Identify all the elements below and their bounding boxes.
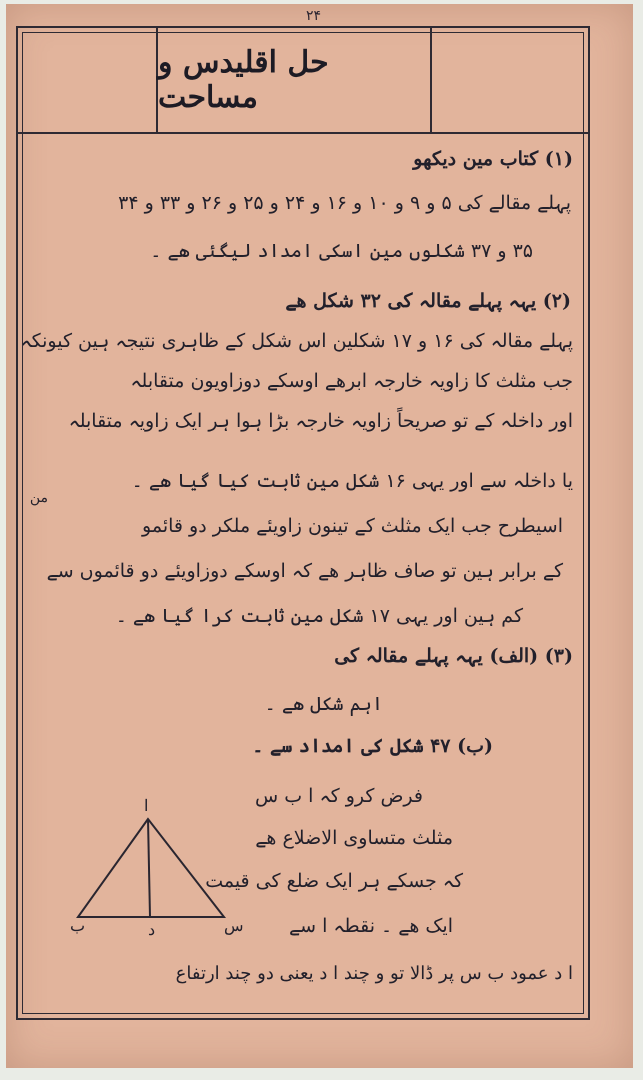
text-line-17: کہ جسکے ہر ایک ضلع کی قیمت bbox=[205, 870, 463, 892]
text-line-14: (ب) ۴۷ شکل کی امداد سے ۔ bbox=[252, 735, 493, 757]
text-line-7: اور داخلہ کے تو صریحاً زاویہ خارجہ بڑا ہوا ہر ایک زاویہ متقابلہ bbox=[68, 410, 573, 432]
text-line-11: کم ہین اور یہی ۱۷ شکل مین ثابت کرا گیا ھے ۔ bbox=[115, 605, 523, 627]
text-line-13: اہم شکل ھے ۔ bbox=[264, 693, 383, 715]
text-line-15: فرض کرو کہ ا ب س bbox=[255, 785, 423, 807]
text-line-5: پہلے مقالہ کی ۱۶ و ۱۷ شکلین اس شکل کے ظاہری نتیجہ ہین کیونکہ bbox=[20, 330, 573, 352]
triangle-figure bbox=[66, 799, 246, 924]
page-number: ۲۴ bbox=[306, 8, 322, 24]
label-foot: د bbox=[148, 920, 156, 939]
margin-note: من bbox=[29, 490, 48, 506]
text-line-2: پہلے مقالے کی ۵ و ۹ و ۱۰ و ۱۶ و ۲۴ و ۲۵ و ۲۶ و ۳۳ و ۳۴ bbox=[118, 192, 571, 214]
header-divider bbox=[18, 132, 588, 134]
header-right-rule bbox=[430, 28, 432, 134]
text-line-18: ایک ھے ۔ نقطہ ا سے bbox=[288, 915, 453, 937]
text-line-12: (۳) (الف) یہہ پہلے مقالہ کی bbox=[334, 645, 573, 667]
text-line-8: یا داخلہ سے اور یہی ۱۶ شکل مین ثابت کیا گیا ھے ۔ bbox=[131, 470, 573, 492]
text-line-10: کے برابر ہین تو صاف ظاہر ھے کہ اوسکے دوزاویئے دو قائموں سے bbox=[46, 560, 563, 582]
text-line-4: (۲) یہہ پہلے مقالہ کی ۳۲ شکل ھے bbox=[285, 290, 571, 312]
text-line-9: اسیطرح جب ایک مثلث کے تینون زاویئے ملکر دو قائمو bbox=[142, 515, 563, 537]
text-line-3: ۳۵ و ۳۷ شکلوں مین اسکی امداد لیگئی ھے ۔ bbox=[150, 240, 533, 262]
text-line-16: مثلث متساوی الاضلاع ھے bbox=[255, 827, 453, 849]
label-left-vertex: ب bbox=[70, 916, 86, 935]
text-line-19: ا د عمود ب س پر ڈالا تو و چند ا د یعنی دو چند ارتفاع bbox=[175, 963, 573, 984]
label-right-vertex: س bbox=[224, 916, 244, 935]
label-apex: ا bbox=[144, 796, 149, 815]
document-page bbox=[6, 4, 633, 1068]
text-line-1: (۱) کتاب مین دیکھو bbox=[413, 148, 573, 170]
text-line-6: جب مثلث کا زاویہ خارجہ ابرھے اوسکے دوزاویون متقابلہ bbox=[130, 370, 573, 392]
page-title: حل اقلیدس و مساحت bbox=[158, 45, 329, 115]
